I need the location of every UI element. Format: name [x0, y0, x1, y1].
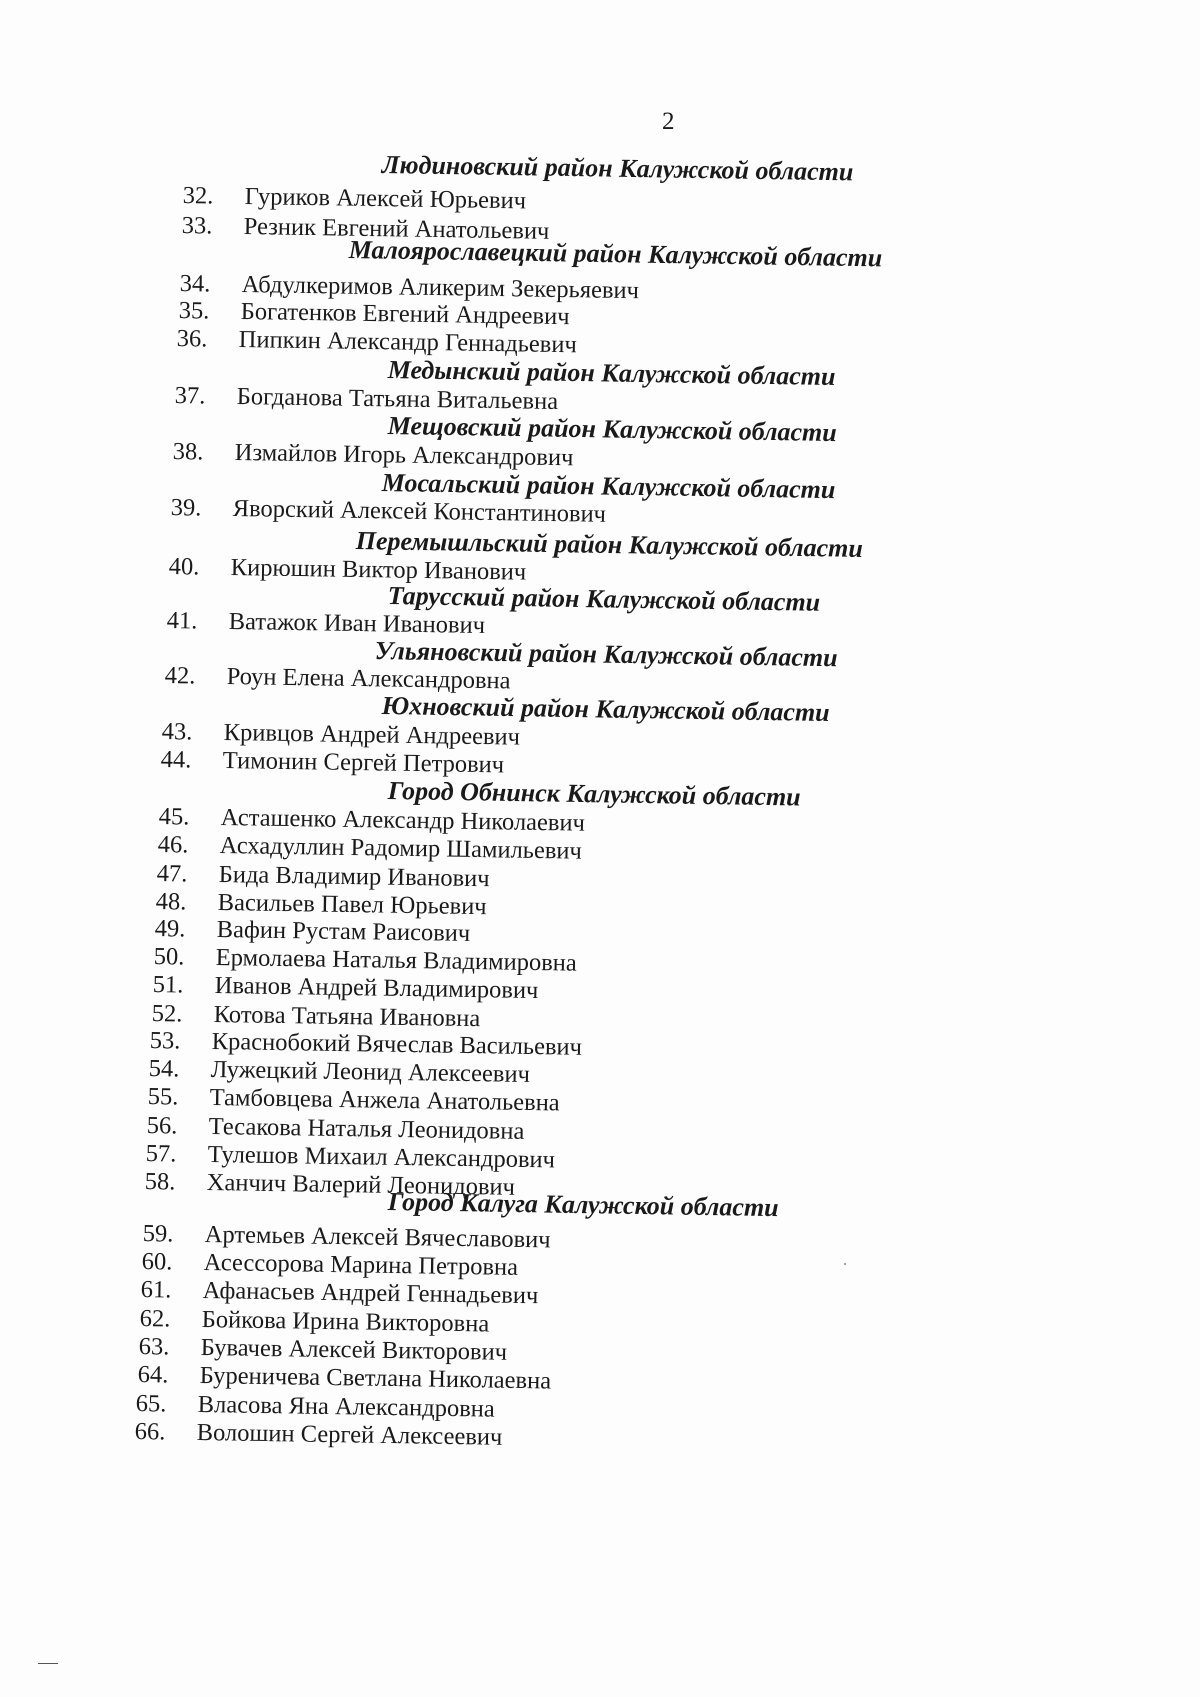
list-item — [165, 662, 511, 695]
section-heading: Тарусский район Калужской области — [387, 581, 821, 617]
entry-number: 66. — [134, 1418, 166, 1446]
entry-name: Резник Евгений Анатольевич — [243, 212, 550, 245]
entry-name: Пипкин Александр Геннадьевич — [238, 325, 577, 359]
entry-number: 63. — [138, 1333, 170, 1361]
entry-name: Бойкова Ирина Викторовна — [201, 1305, 490, 1338]
entry-name: Измайлов Игорь Александрович — [234, 438, 574, 472]
entry-number: 35. — [178, 297, 210, 325]
entry-name: Асессорова Марина Петровна — [203, 1248, 519, 1281]
entry-number: 61. — [140, 1276, 172, 1304]
entry-name: Ханчич Валерий Леонидович — [206, 1168, 516, 1201]
entry-number: 40. — [168, 553, 200, 581]
list-item — [175, 382, 559, 416]
entry-name: Тамбовцева Анжела Анатольевна — [209, 1083, 560, 1117]
entry-name: Иванов Андрей Владимирович — [214, 971, 539, 1005]
entry-name: Асхадуллин Радомир Шамильевич — [219, 831, 583, 865]
entry-number: 42. — [164, 662, 196, 690]
entry-number: 65. — [135, 1390, 167, 1418]
list-item — [171, 494, 607, 529]
section-heading: Мещовский район Калужской области — [387, 411, 837, 448]
list-item — [183, 182, 527, 215]
entry-name: Васильев Павел Юрьевич — [217, 888, 487, 921]
entry-number: 37. — [174, 382, 206, 410]
list-item — [161, 746, 505, 779]
entry-number: 32. — [182, 182, 214, 210]
entry-number: 55. — [147, 1083, 179, 1111]
section-heading: Город Обнинск Калужской области — [387, 776, 801, 812]
section-heading: Мосальский район Калужской области — [381, 468, 836, 505]
entry-name: Тесакова Наталья Леонидовна — [208, 1112, 525, 1145]
scan-speck — [844, 1263, 846, 1265]
section-heading: Медынский район Калужской области — [387, 355, 836, 392]
entry-number: 53. — [149, 1027, 181, 1055]
section-heading: Юхновский район Калужской области — [381, 691, 830, 728]
entry-name: Яворский Алексей Константинович — [232, 494, 607, 528]
entry-number: 50. — [153, 943, 185, 971]
entry-name: Лужецкий Леонид Алексеевич — [210, 1055, 531, 1088]
entry-number: 46. — [157, 831, 189, 859]
entry-number: 52. — [151, 1000, 183, 1028]
entry-number: 45. — [158, 803, 190, 831]
entry-number: 34. — [179, 270, 211, 298]
entry-name: Асташенко Александр Николаевич — [220, 803, 586, 837]
entry-number: 36. — [176, 325, 208, 353]
entry-name: Богданова Татьяна Витальевна — [236, 382, 559, 416]
entry-name: Ватажок Иван Иванович — [228, 607, 486, 639]
entry-name: Бида Владимир Иванович — [218, 860, 490, 893]
section-heading: Город Калуга Калужской области — [387, 1187, 779, 1223]
entry-name: Волошин Сергей Алексеевич — [196, 1418, 503, 1451]
section-heading: Ульяновский район Калужской области — [374, 636, 838, 673]
entry-number: 44. — [160, 746, 192, 774]
entry-number: 49. — [154, 915, 186, 943]
list-item — [167, 607, 486, 640]
entry-number: 38. — [172, 438, 204, 466]
entry-number: 48. — [155, 888, 187, 916]
entry-name: Кирюшин Виктор Иванович — [230, 553, 527, 586]
entry-name: Афанасьев Андрей Геннадьевич — [202, 1276, 539, 1310]
entry-number: 47. — [156, 860, 188, 888]
margin-mark — [38, 1663, 58, 1664]
section-heading: Людиновский район Калужской области — [381, 150, 854, 187]
entry-name: Вафин Рустам Раисович — [216, 915, 471, 947]
page-number: 2 — [662, 108, 675, 135]
list-item — [177, 325, 577, 359]
entry-name: Кривцов Андрей Андреевич — [223, 718, 521, 751]
entry-name: Роун Елена Александровна — [226, 662, 511, 695]
entry-name: Котова Татьяна Ивановна — [213, 1000, 481, 1033]
entry-number: 59. — [142, 1220, 174, 1248]
entry-name: Бувачев Алексей Викторович — [200, 1333, 508, 1366]
entry-number: 39. — [170, 494, 202, 522]
entry-number: 43. — [161, 718, 193, 746]
entry-number: 33. — [181, 212, 213, 240]
section-heading: Перемышльский район Калужской области — [355, 526, 864, 563]
list-item — [173, 438, 574, 472]
entry-number: 57. — [145, 1140, 177, 1168]
entry-number: 58. — [144, 1168, 176, 1196]
entry-name: Абдулкеримов Аликерим Зекерьяевич — [241, 270, 640, 305]
entry-name: Краснобокий Вячеслав Васильевич — [211, 1027, 583, 1061]
entry-name: Гуриков Алексей Юрьевич — [244, 182, 527, 215]
entry-number: 41. — [166, 607, 198, 635]
entry-number: 64. — [137, 1361, 169, 1389]
entry-name: Буреничева Светлана Николаевна — [199, 1361, 552, 1395]
entry-name: Власова Яна Александровна — [197, 1390, 495, 1423]
entry-number: 56. — [146, 1112, 178, 1140]
list-item — [135, 1418, 503, 1452]
section-heading: Малоярославецкий район Калужской области — [348, 235, 883, 273]
entry-name: Богатенков Евгений Андреевич — [240, 297, 570, 331]
entry-name: Тулешов Михаил Александрович — [207, 1140, 556, 1174]
entry-number: 62. — [139, 1305, 171, 1333]
entry-number: 60. — [141, 1248, 173, 1276]
entry-name: Тимонин Сергей Петрович — [222, 746, 505, 779]
entry-name: Артемьев Алексей Вячеславович — [204, 1220, 551, 1254]
entry-number: 51. — [152, 971, 184, 999]
entry-name: Ермолаева Наталья Владимировна — [215, 943, 577, 977]
entry-number: 54. — [148, 1055, 180, 1083]
